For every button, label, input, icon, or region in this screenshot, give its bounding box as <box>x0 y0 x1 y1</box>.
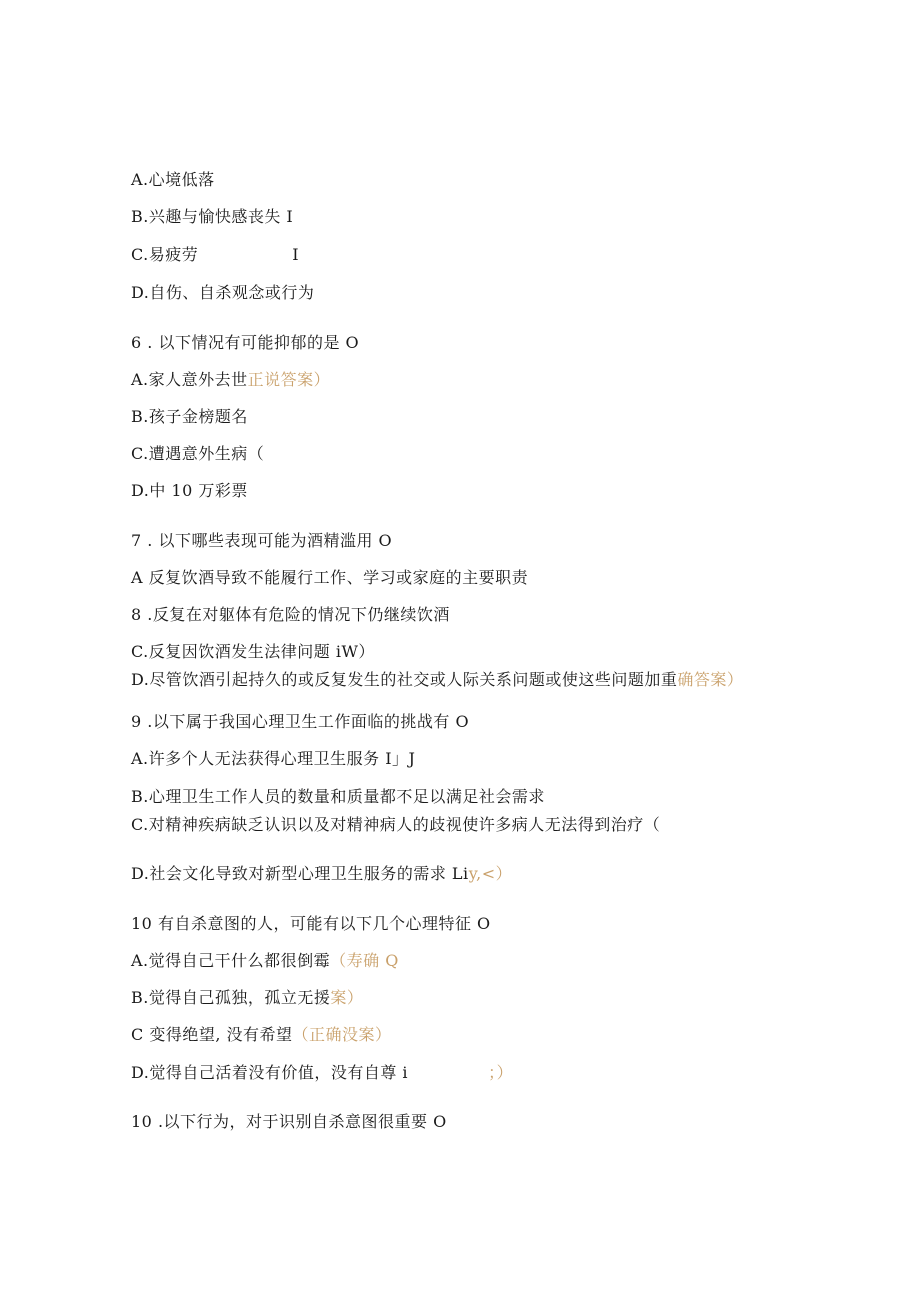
option-6a: A.家人意外去世正说答案） <box>131 370 331 389</box>
option-a-low-mood: A.心境低落 <box>131 170 215 189</box>
option-7b: 8 .反复在对躯体有危险的情况下仍继续饮酒 <box>131 605 450 624</box>
option-9b: B.心理卫生工作人员的数量和质量都不足以满足社会需求 <box>131 787 545 806</box>
option-6d: D.中 10 万彩票 <box>131 481 248 500</box>
answer-note: 确答案） <box>677 670 744 689</box>
option-7a: A 反复饮酒导致不能履行工作、学习或家庭的主要职责 <box>131 568 529 587</box>
answer-note: （正确没案） <box>292 1025 392 1044</box>
option-d-self-harm: D.自伤、自杀观念或行为 <box>131 283 315 302</box>
question-7: 7 . 以下哪些表现可能为酒精滥用 O <box>131 531 393 550</box>
answer-note: 正说答案） <box>247 370 331 389</box>
question-11: 10 .以下行为，对于识别自杀意图很重要 O <box>131 1112 447 1131</box>
option-9d: D.社会文化导致对新型心理卫生服务的需求 Liy,<） <box>131 864 513 883</box>
option-b-loss-of-interest: B.兴趣与愉快感丧失 I <box>131 207 294 226</box>
option-7d: D.尽管饮酒引起持久的或反复发生的社交或人际关系问题或使这些问题加重确答案） <box>131 670 744 689</box>
option-6b: B.孩子金榜题名 <box>131 407 248 426</box>
option-10b: B.觉得自己孤独，孤立无援案） <box>131 988 364 1007</box>
answer-note: ；） <box>488 1063 514 1082</box>
option-10d: D.觉得自己活着没有价值，没有自尊 i ；） <box>131 1063 514 1082</box>
answer-note: 案） <box>330 988 364 1007</box>
option-10c: C 变得绝望, 没有希望（正确没案） <box>131 1025 392 1044</box>
question-9: 9 .以下属于我国心理卫生工作面临的挑战有 O <box>131 712 470 731</box>
option-c-fatigue: C.易疲劳 I <box>131 245 300 264</box>
option-9a: A.许多个人无法获得心理卫生服务 I」J <box>131 749 416 768</box>
answer-note: （寿确 Q <box>330 951 399 970</box>
answer-note: y,<） <box>468 864 513 883</box>
question-6: 6 . 以下情况有可能抑郁的是 O <box>131 333 360 352</box>
question-10: 10 有自杀意图的人，可能有以下几个心理特征 O <box>131 914 491 933</box>
option-6c: C.遭遇意外生病（ <box>131 444 265 463</box>
option-9c: C.对精神疾病缺乏认识以及对精神病人的歧视使许多病人无法得到治疗（ <box>131 815 661 834</box>
option-10a: A.觉得自己干什么都很倒霉（寿确 Q <box>131 951 399 970</box>
option-7c: C.反复因饮酒发生法律问题 iW） <box>131 642 375 661</box>
